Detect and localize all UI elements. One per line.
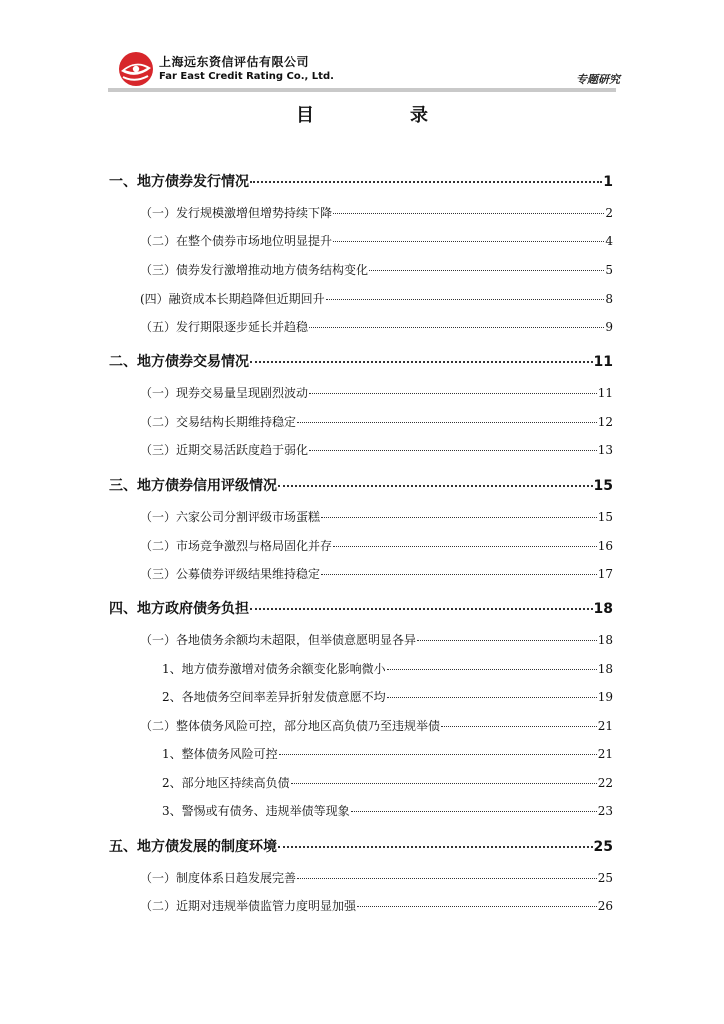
dot-leader	[333, 212, 604, 214]
toc-entry-page: 11	[593, 354, 613, 370]
dot-leader	[291, 782, 597, 784]
toc-entry-page: 18	[597, 662, 613, 676]
toc-entry[interactable]	[140, 537, 613, 554]
toc-entry-page: 25	[597, 871, 613, 885]
toc-entry[interactable]	[140, 204, 613, 221]
toc-entry-page: 2	[605, 206, 613, 220]
toc-entry[interactable]	[109, 171, 613, 191]
toc-entry-text: 三、地方债券信用评级情况	[109, 478, 277, 494]
toc-entry[interactable]	[140, 717, 613, 734]
toc-entry-text: （一）六家公司分割评级市场蛋糕	[140, 510, 321, 524]
toc-entry-page: 18	[597, 633, 613, 647]
toc-entry[interactable]	[162, 774, 613, 791]
dot-leader	[357, 905, 597, 907]
toc-entry-page: 13	[597, 443, 613, 457]
toc-entry-text: 3、警惕或有债务、违规举债等现象	[162, 804, 350, 818]
dot-leader	[279, 753, 597, 755]
toc-entry-page: 9	[605, 320, 613, 334]
toc-entry-page: 18	[593, 601, 613, 617]
toc-entry[interactable]	[140, 869, 613, 886]
toc-entry[interactable]	[162, 745, 613, 762]
toc-entry[interactable]	[162, 660, 613, 677]
report-type: 专题研究	[576, 73, 620, 86]
company-name-en: Far East Credit Rating Co., Ltd.	[159, 71, 334, 82]
toc-entry-page: 4	[605, 234, 613, 248]
dot-leader	[250, 607, 593, 610]
toc-title-left: 目	[296, 105, 314, 126]
toc-entry-text: （一）发行规模激增但增势持续下降	[140, 206, 333, 220]
toc-entry[interactable]	[140, 384, 613, 401]
toc-entry-text: （二）近期对违规举债监管力度明显加强	[140, 899, 357, 913]
toc-entry[interactable]	[140, 232, 613, 249]
toc-entry-page: 12	[597, 415, 613, 429]
dot-leader	[309, 392, 597, 394]
toc-entry-page: 21	[597, 747, 613, 761]
toc-entry-page: 22	[597, 776, 613, 790]
toc-entry-text: （二）在整个债券市场地位明显提升	[140, 234, 333, 248]
toc-entry-page: 17	[597, 567, 613, 581]
toc-entry-text: 2、部分地区持续高负债	[162, 776, 290, 790]
dot-leader	[278, 845, 593, 848]
toc-entry-text: （一）各地债务余额均未超限，但举债意愿明显各异	[140, 633, 417, 647]
toc-entry-text: (四）融资成本长期趋降但近期回升	[140, 292, 325, 306]
toc-entry[interactable]	[109, 598, 613, 618]
toc-entry-text: 一、地方债券发行情况	[109, 174, 249, 190]
page-header	[0, 0, 724, 95]
dot-leader	[369, 269, 604, 271]
toc-entry-text: 五、地方债发展的制度环境	[109, 839, 277, 855]
toc-entry[interactable]	[140, 318, 613, 335]
toc-entry-text: （二）交易结构长期维持稳定	[140, 415, 297, 429]
toc-entry-page: 8	[605, 292, 613, 306]
toc-entry-page: 1	[603, 174, 613, 190]
dot-leader	[333, 545, 597, 547]
dot-leader	[309, 326, 604, 328]
toc-entry-text: （三）公募债券评级结果维持稳定	[140, 567, 321, 581]
toc-entry-text: （五）发行期限逐步延长并趋稳	[140, 320, 309, 334]
toc-entry-page: 25	[593, 839, 613, 855]
company-logo-icon	[117, 50, 155, 88]
toc-entry-text: （三）债券发行激增推动地方债务结构变化	[140, 263, 369, 277]
toc-entry[interactable]	[162, 802, 613, 819]
toc-entry[interactable]	[109, 351, 613, 371]
dot-leader	[278, 484, 593, 487]
toc-title	[0, 101, 724, 127]
toc-entry[interactable]	[140, 261, 613, 278]
dot-leader	[417, 639, 597, 641]
dot-leader	[250, 360, 593, 363]
header-divider	[108, 88, 616, 92]
toc-entry[interactable]	[140, 897, 613, 914]
toc-entry-page: 15	[597, 510, 613, 524]
toc-entry-text: 1、地方债券激增对债务余额变化影响微小	[162, 662, 386, 676]
toc-entry[interactable]	[140, 290, 613, 307]
toc-entry-page: 5	[605, 263, 613, 277]
toc-entry[interactable]	[140, 413, 613, 430]
dot-leader	[297, 421, 597, 423]
toc-title-right: 录	[410, 105, 428, 126]
company-name-cn: 上海远东资信评估有限公司	[159, 55, 310, 69]
toc-entry[interactable]	[140, 508, 613, 525]
toc-entry-text: （一）现券交易量呈现剧烈波动	[140, 386, 309, 400]
toc-entry-page: 26	[597, 899, 613, 913]
toc-entry-text: 四、地方政府债务负担	[109, 601, 249, 617]
toc-entry-page: 16	[597, 539, 613, 553]
dot-leader	[297, 877, 597, 879]
toc-entry-page: 23	[597, 804, 613, 818]
toc-entry[interactable]	[140, 631, 613, 648]
toc-entry[interactable]	[140, 441, 613, 458]
toc-entry-page: 15	[593, 478, 613, 494]
toc-entry-page: 21	[597, 719, 613, 733]
toc-entry-text: （二）市场竞争激烈与格局固化并存	[140, 539, 333, 553]
toc-entry-text: （一）制度体系日趋发展完善	[140, 871, 297, 885]
toc-entry[interactable]	[140, 565, 613, 582]
toc-entry-text: 1、整体债务风险可控	[162, 747, 278, 761]
toc-entry-text: （二）整体债务风险可控，部分地区高负债乃至违规举债	[140, 719, 441, 733]
toc-entry-text: （三）近期交易活跃度趋于弱化	[140, 443, 309, 457]
toc-entry-page: 11	[597, 386, 613, 400]
toc-entry-page: 19	[597, 690, 613, 704]
dot-leader	[333, 240, 604, 242]
toc-entry[interactable]	[162, 688, 613, 705]
dot-leader	[321, 516, 597, 518]
dot-leader	[387, 696, 597, 698]
dot-leader	[387, 668, 597, 670]
toc-entry-text: 2、各地债务空间率差异折射发债意愿不均	[162, 690, 386, 704]
dot-leader	[250, 180, 602, 183]
dot-leader	[309, 449, 597, 451]
toc-entry[interactable]	[109, 836, 613, 856]
toc-entry[interactable]	[109, 475, 613, 495]
dot-leader	[441, 725, 597, 727]
dot-leader	[351, 810, 597, 812]
dot-leader	[326, 298, 605, 300]
toc-entry-text: 二、地方债券交易情况	[109, 354, 249, 370]
dot-leader	[321, 573, 597, 575]
